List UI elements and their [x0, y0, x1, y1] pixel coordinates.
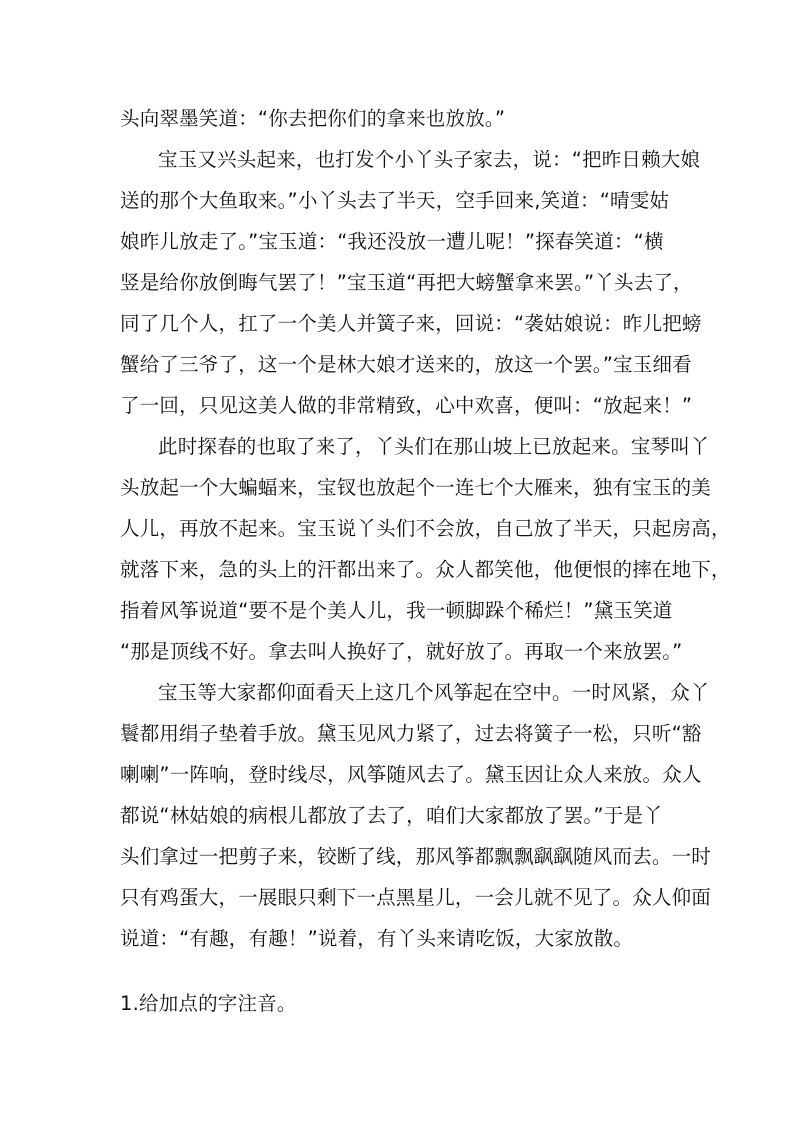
text-line: 送的那个大鱼取来。”小丫头去了半天，空手回来,笑道：“晴雯姑: [120, 189, 670, 212]
text-line: 头放起一个大蝙蝠来，宝钗也放起个一连七个大雁来，独有宝玉的美: [120, 476, 712, 499]
text-line: 竖是给你放倒晦气罢了！”宝玉道“再把大螃蟹拿来罢。”丫头去了，: [120, 271, 693, 294]
text-line: 了一回，只见这美人做的非常精致，心中欢喜，便叫：“放起来！”: [120, 394, 693, 417]
text-line: 同了几个人，扛了一个美人并簧子来，回说：“袭姑娘说：昨儿把螃: [120, 312, 702, 335]
text-line: 只有鸡蛋大，一展眼只剩下一点黑星儿，一会儿就不见了。众人仰面: [120, 886, 712, 909]
paragraph-start-line: 宝玉等大家都仰面看天上这几个风筝起在空中。一时风紧，众丫: [158, 681, 710, 704]
text-line: 说道：“有趣，有趣！”说着，有丫头来请吃饭，大家放散。: [120, 927, 634, 950]
text-line: 就落下来，急的头上的汗都出来了。众人都笑他，他便恨的摔在地下，: [120, 558, 731, 581]
text-line: 人儿，再放不起来。宝玉说丫头们不会放，自己放了半天，只起房高，: [120, 517, 731, 540]
text-line: 喇喇”一阵响，登时线尽，风筝随风去了。黛玉因让众人来放。众人: [120, 763, 702, 786]
text-line: “那是顶线不好。拿去叫人换好了，就好放了。再取一个来放罢。”: [120, 640, 683, 663]
paragraph-start-line: 此时探春的也取了来了，丫头们在那山坡上已放起来。宝琴叫丫: [158, 435, 710, 458]
text-line: 头向翠墨笑道：“你去把你们的拿来也放放。”: [120, 107, 506, 130]
question-1: 1.给加点的字注音。: [120, 992, 297, 1015]
text-line: 娘昨儿放走了。”宝玉道：“我还没放一遭儿呢！”探春笑道：“横: [120, 230, 664, 253]
paragraph-start-line: 宝玉又兴头起来，也打发个小丫头子家去，说：“把昨日赖大娘: [158, 148, 701, 171]
text-line: 都说“林姑娘的病根儿都放了去了，咱们大家都放了罢。”于是丫: [120, 804, 663, 827]
text-line: 蟹给了三爷了，这一个是林大娘才送来的，放这一个罢。”宝玉细看: [120, 353, 692, 376]
text-line: 指着风筝说道“要不是个美人儿，我一顿脚跺个稀烂！”黛玉笑道: [120, 599, 673, 622]
text-line: 头们拿过一把剪子来，铰断了线，那风筝都飘飘飖飖随风而去。一时: [120, 845, 712, 868]
text-line: 鬟都用绢子垫着手放。黛玉见风力紧了，过去将簧子一松，只听“豁: [120, 722, 702, 745]
